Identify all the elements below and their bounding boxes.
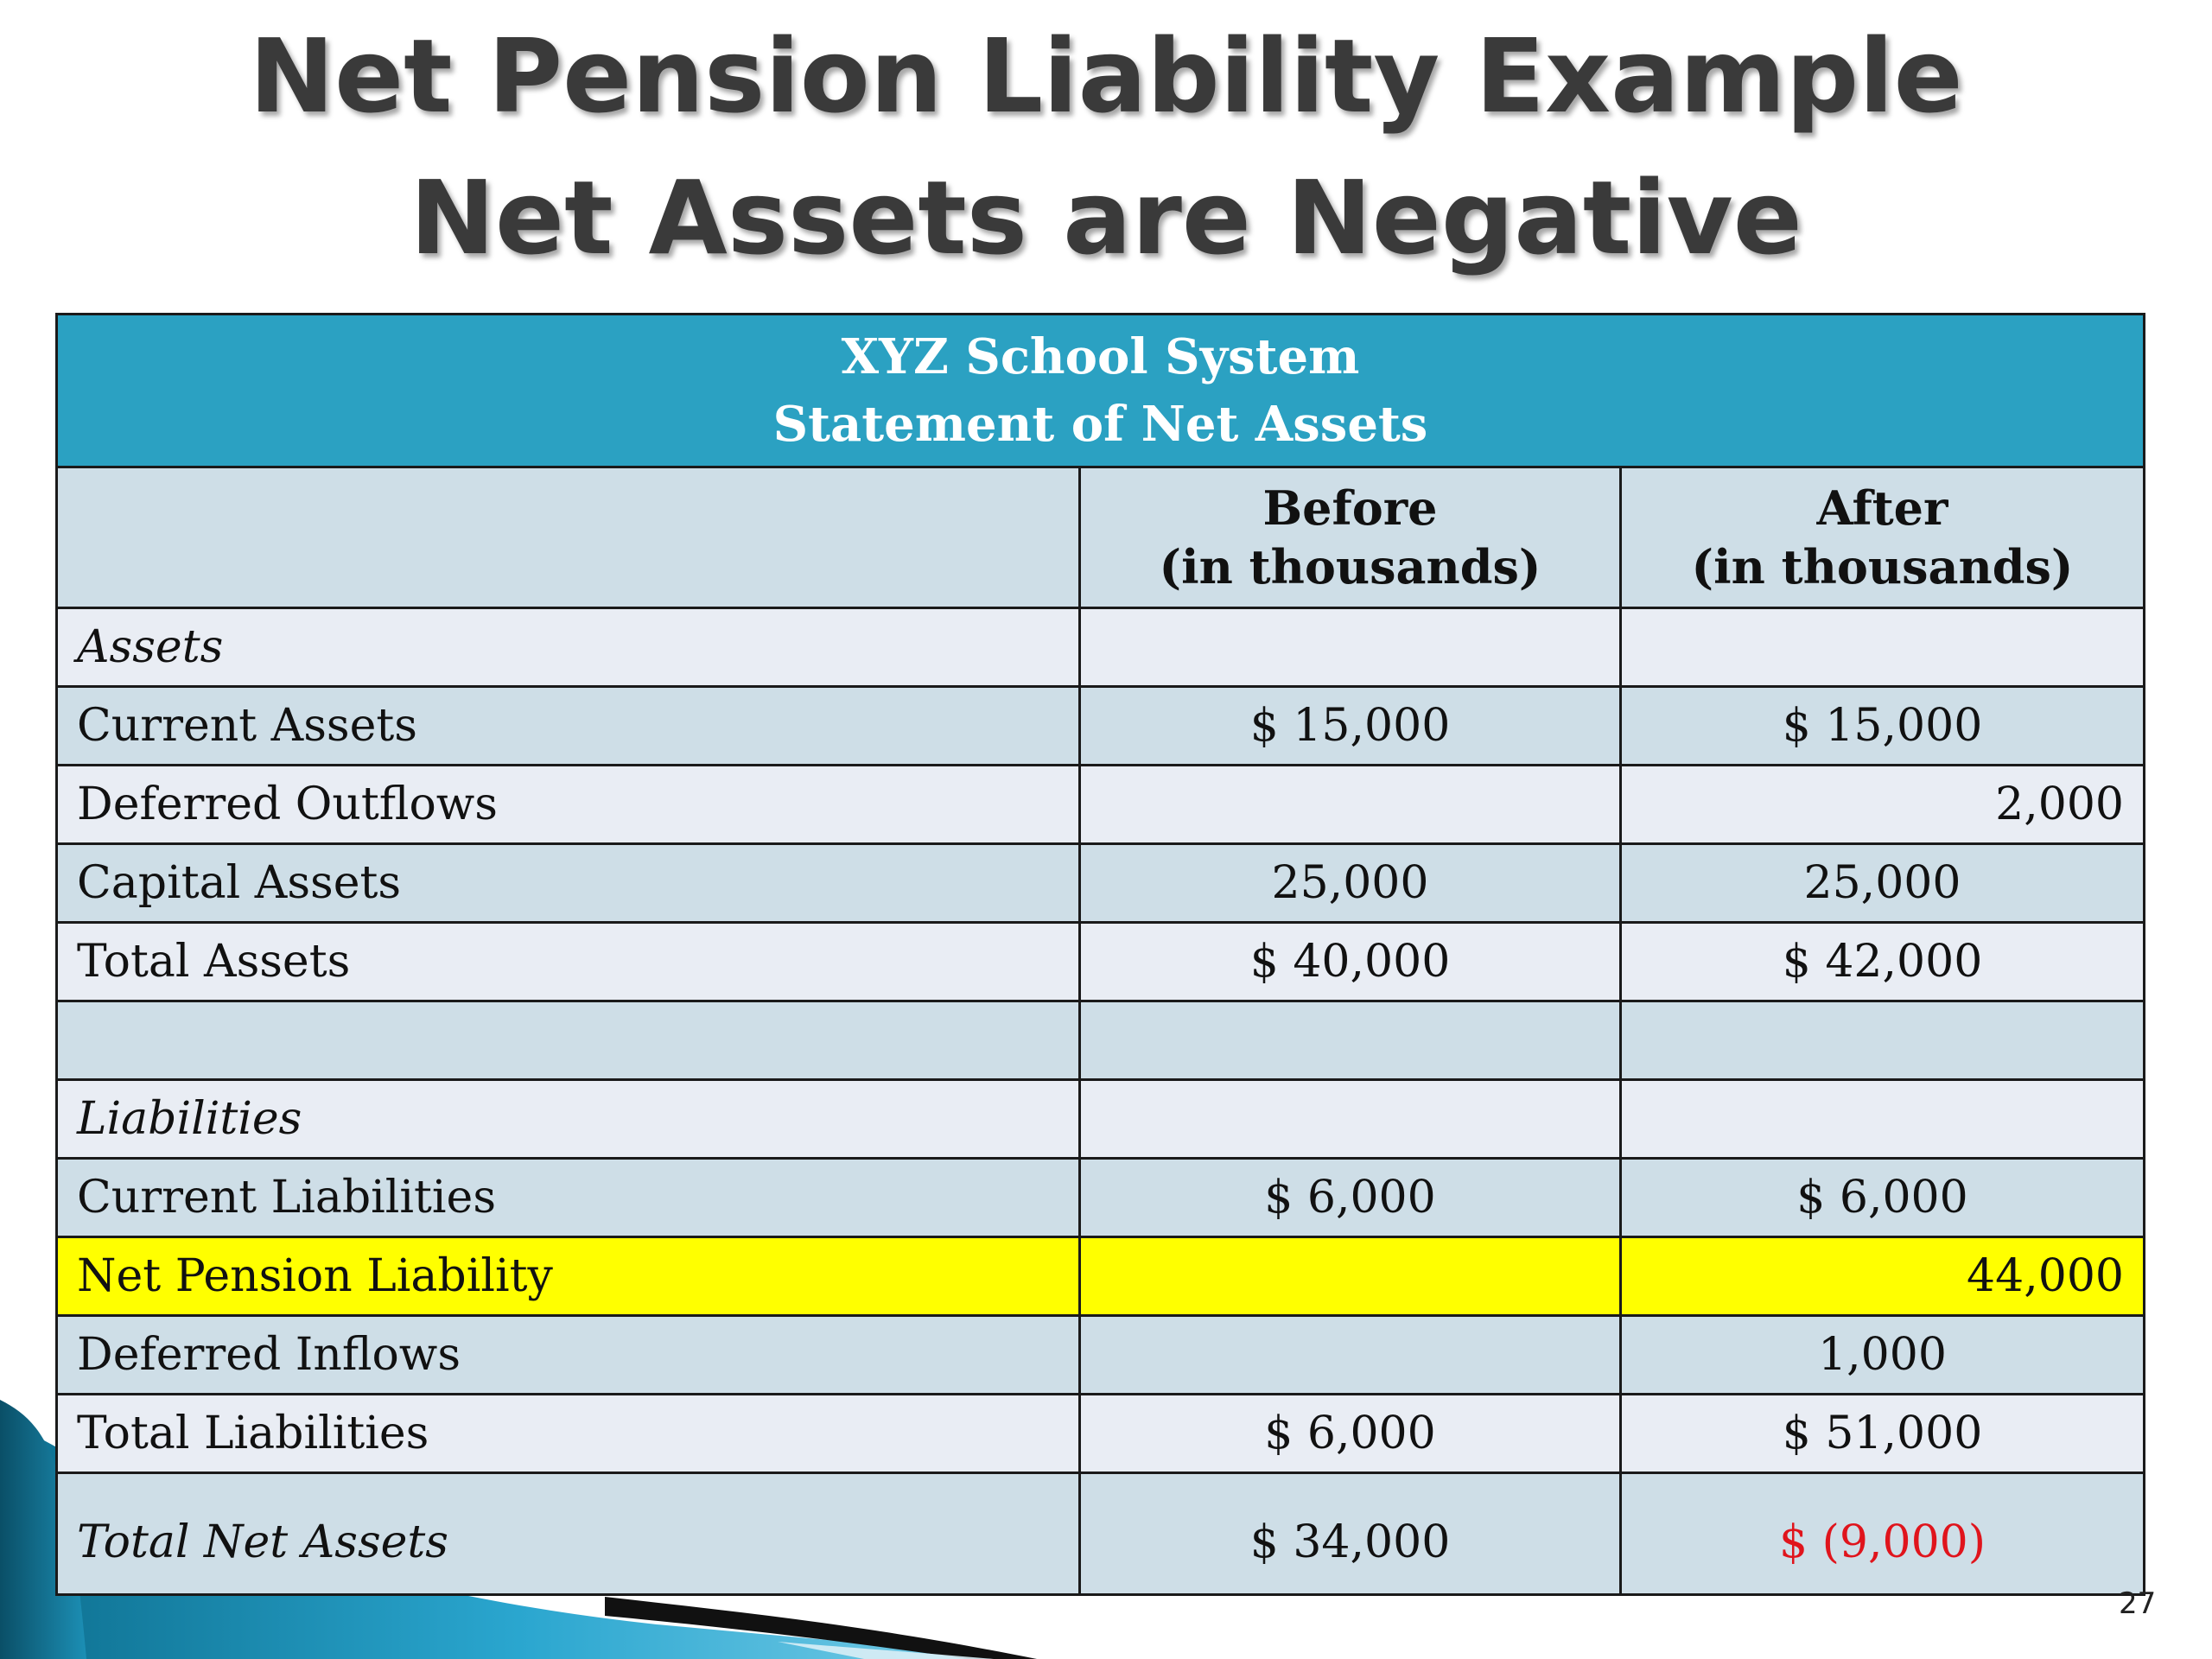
- row-before-value: [1080, 1237, 1621, 1316]
- table-row-total-liabilities: [57, 1395, 2145, 1473]
- table-row-capital-assets: [57, 844, 2145, 923]
- table-row-total-net-assets: [57, 1473, 2145, 1595]
- row-after-value: $ 42,000: [1621, 923, 2145, 1001]
- row-after-value: [1621, 1080, 2145, 1159]
- column-header-before-unit: (in thousands): [1159, 539, 1541, 594]
- table-row-current-assets: [57, 687, 2145, 766]
- column-header-after: [1621, 467, 2145, 608]
- table-row-deferred-outflows: [57, 766, 2145, 844]
- column-header-after-title: After: [1816, 480, 1948, 536]
- row-label: Total Net Assets: [57, 1473, 1080, 1595]
- row-after-value: $ 6,000: [1621, 1159, 2145, 1237]
- row-before-value: 25,000: [1080, 844, 1621, 923]
- column-header-row: [57, 467, 2145, 608]
- table-row-assets-heading: [57, 608, 2145, 687]
- table-row-current-liabilities: [57, 1159, 2145, 1237]
- column-header-label: [57, 467, 1080, 608]
- row-after-value-negative: $ (9,000): [1621, 1473, 2145, 1595]
- row-before-value: $ 34,000: [1080, 1473, 1621, 1595]
- slide-title-line2: Net Assets are Negative: [410, 158, 1802, 277]
- row-before-value: [1080, 1001, 1621, 1080]
- slide-title: [0, 5, 2212, 289]
- row-label: Current Assets: [57, 687, 1080, 766]
- column-header-before-title: Before: [1262, 480, 1438, 536]
- table-row-total-assets: [57, 923, 2145, 1001]
- table-row-net-pension-liability: [57, 1237, 2145, 1316]
- statement-of-net-assets-table: [55, 313, 2145, 1596]
- slide-title-line1: Net Pension Liability Example: [249, 16, 1963, 136]
- row-after-value: 2,000: [1621, 766, 2145, 844]
- row-label: [57, 1001, 1080, 1080]
- row-before-value: $ 6,000: [1080, 1395, 1621, 1473]
- banner-statement-name: Statement of Net Assets: [772, 396, 1428, 453]
- row-label: Capital Assets: [57, 844, 1080, 923]
- row-before-value: $ 15,000: [1080, 687, 1621, 766]
- row-before-value: [1080, 608, 1621, 687]
- row-before-value: [1080, 766, 1621, 844]
- row-label: Current Liabilities: [57, 1159, 1080, 1237]
- row-before-value: $ 6,000: [1080, 1159, 1621, 1237]
- row-before-value: [1080, 1080, 1621, 1159]
- table-banner-row: [57, 315, 2145, 467]
- row-label: Total Assets: [57, 923, 1080, 1001]
- row-after-value: [1621, 608, 2145, 687]
- row-label: Deferred Outflows: [57, 766, 1080, 844]
- row-after-value: 1,000: [1621, 1316, 2145, 1395]
- table-banner: [57, 315, 2145, 467]
- row-after-value: 25,000: [1621, 844, 2145, 923]
- banner-organization: XYZ School System: [841, 328, 1360, 385]
- statement-table-container: [55, 313, 2143, 1596]
- row-label: Liabilities: [57, 1080, 1080, 1159]
- column-header-before: [1080, 467, 1621, 608]
- row-after-value: $ 15,000: [1621, 687, 2145, 766]
- row-after-value: [1621, 1001, 2145, 1080]
- row-after-value: 44,000: [1621, 1237, 2145, 1316]
- page-number: 27: [2119, 1586, 2157, 1621]
- row-before-value: $ 40,000: [1080, 923, 1621, 1001]
- row-after-value: $ 51,000: [1621, 1395, 2145, 1473]
- row-label: Deferred Inflows: [57, 1316, 1080, 1395]
- row-label: Total Liabilities: [57, 1395, 1080, 1473]
- table-row-deferred-inflows: [57, 1316, 2145, 1395]
- row-label: Assets: [57, 608, 1080, 687]
- row-before-value: [1080, 1316, 1621, 1395]
- row-label: Net Pension Liability: [57, 1237, 1080, 1316]
- table-row-liabilities-heading: [57, 1080, 2145, 1159]
- column-header-after-unit: (in thousands): [1691, 539, 2074, 594]
- table-row-spacer: [57, 1001, 2145, 1080]
